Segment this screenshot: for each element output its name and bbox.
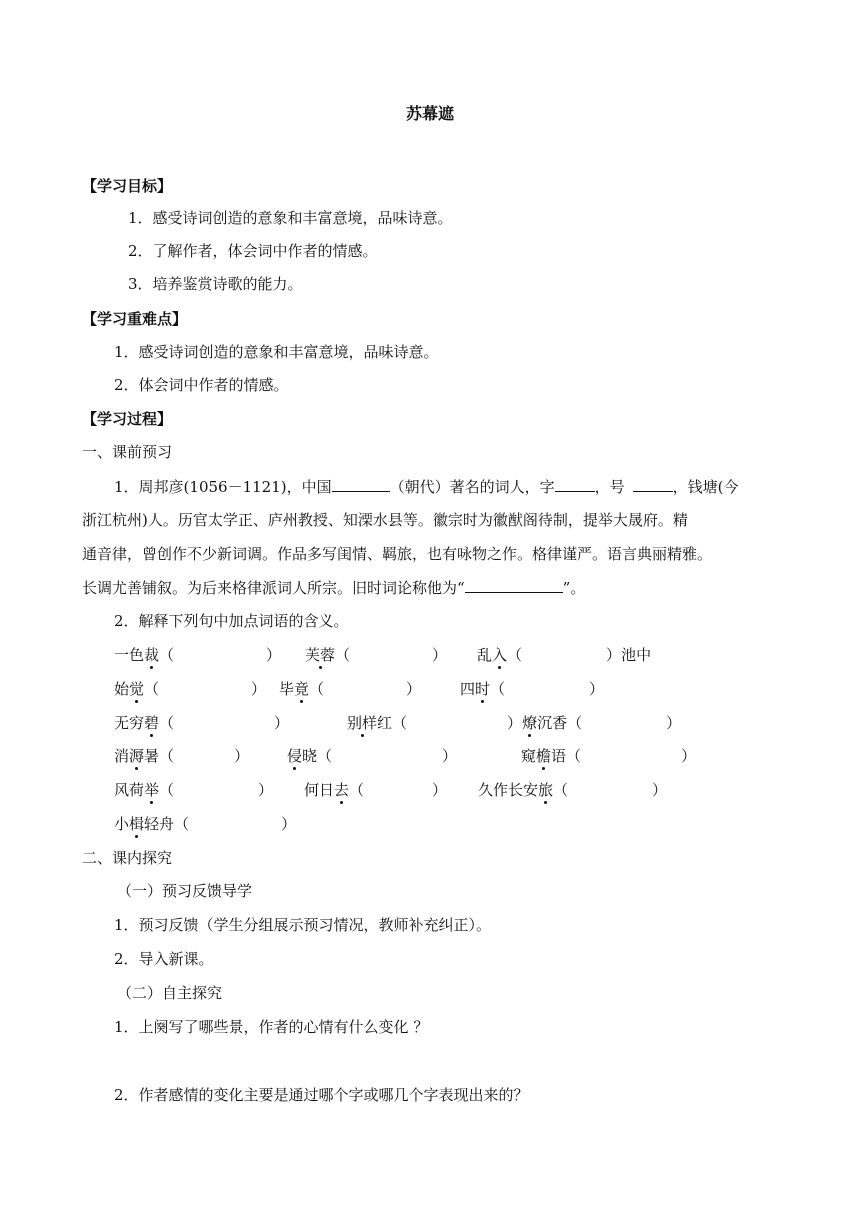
term-liaochenxiang: 燎沉香 [522,714,568,732]
nickname-blank[interactable] [465,577,563,593]
answer-paren[interactable]: （ ） [309,680,422,698]
term-fengheju-group [114,780,273,800]
term-qinxiao: 侵晓 [287,747,318,765]
q1-text-1: 1．周邦彦(1056－1121)，中国 [114,478,332,496]
answer-paren[interactable]: （ ） [159,747,250,765]
answer-paren[interactable]: （ ） [335,646,448,664]
term-kuiyanyu-group [521,746,696,766]
term-heriqu-group [304,780,447,800]
term-xiaorushu: 消溽暑 [114,747,160,765]
term-wuqiongbi: 无穷碧 [114,714,160,732]
term-luanru: 乱入 [477,646,508,664]
term-shijue-group [114,679,266,699]
answer-paren[interactable]: （ ） [144,680,267,698]
term-row-1 [114,645,281,665]
q1-line-3: 通音律，曾创作不少新词调。作品多写闺情、羁旅，也有咏物之作。格律谨严。语言典丽精雅。 [82,545,713,563]
term-bijing: 毕竟 [279,680,310,698]
term-luanru-group [477,645,651,665]
term-shijue: 始觉 [114,680,145,698]
objectives-heading: 【学习目标】 [82,177,173,195]
q1-text-2: （朝代）著名的词人，字 [389,478,555,496]
q1-text-4: ，钱塘(今 [672,478,739,496]
process-heading: 【学习过程】 [82,410,173,428]
term-xiaoji: 小楫轻舟 [114,815,175,833]
q1-line-1 [114,476,739,497]
answer-paren[interactable]: （ ） [349,781,448,799]
objective-item-2: 2．了解作者，体会词中作者的情感。 [128,242,378,260]
answer-paren[interactable]: （ ） [566,747,697,765]
q1-line-2: 浙江杭州)人。历官太学正、庐州教授、知溧水县等。徽宗时为徽猷阁待制，提举大晟府。精 [82,511,688,529]
term-heriqu: 何日去 [304,781,350,799]
term-sishi-group [460,679,604,699]
term-furong-group [305,645,447,665]
term-luanru-after: 池中 [621,646,652,664]
term-bieyanghong: 别样红 [347,714,393,732]
answer-paren[interactable]: （ ） [174,815,297,833]
sub2-item-1: 1．上阕写了哪些景，作者的心情有什么变化 ？ [114,1018,429,1036]
term-wuqiongbi-group [114,713,289,733]
answer-paren[interactable]: （ ） [159,646,282,664]
q1-line-4-text: 长调尤善铺叙。为后来格律派词人所宗。旧时词论称他为“ [82,579,465,597]
sub2-item-2: 2．作者感情的变化主要是通过哪个字或哪几个字表现出来的？ [114,1086,529,1104]
objective-item-1: 1．感受诗词创造的意象和丰富意境，品味诗意。 [128,209,453,227]
dynasty-blank[interactable] [332,476,390,492]
answer-paren[interactable]: （ ） [553,781,668,799]
key-points-heading: 【学习重难点】 [82,310,188,328]
courtesy-name-blank[interactable] [555,476,595,492]
q1-line-4-end: ”。 [562,579,586,597]
answer-paren[interactable]: （ ） [507,646,622,664]
answer-paren[interactable]: （ ） [490,680,605,698]
sub1-item-2: 2．导入新课。 [114,950,214,968]
term-bijing-group [279,679,421,699]
term-kuiyanyu: 窥檐语 [521,747,567,765]
term-xiaorushu-group [114,746,249,766]
term-jiuzuo-group [478,780,667,800]
term-xiaoji-group [114,814,296,834]
part1-heading: 一、课前预习 [82,443,173,461]
sub1-item-1: 1．预习反馈（学生分组展示预习情况，教师补充纠正）。 [114,916,492,934]
art-name-blank[interactable] [633,476,673,492]
term-bieyanghong-group [347,713,681,733]
answer-paren[interactable]: （ ） [159,714,290,732]
sub2-heading: （二）自主探究 [117,984,223,1002]
part2-heading: 二、课内探究 [82,849,173,867]
page-title: 苏幕遮 [405,104,454,123]
term-sishi: 四时 [460,680,491,698]
term-furong: 芙蓉 [305,646,336,664]
answer-paren[interactable]: （ ） [159,781,274,799]
term-qinxiao-group [287,746,457,766]
q1-line-4 [82,577,585,598]
key-point-item-1: 1．感受诗词创造的意象和丰富意境，品味诗意。 [114,343,439,361]
objective-item-3: 3．培养鉴赏诗歌的能力。 [128,275,303,293]
answer-paren[interactable]: （ ） [392,714,523,732]
term-yisecai: 一色裁 [114,646,160,664]
key-point-item-2: 2．体会词中作者的情感。 [114,376,289,394]
answer-paren[interactable]: （ ） [567,714,682,732]
sub1-heading: （一）预习反馈导学 [117,882,253,900]
term-fengheju: 风荷举 [114,781,160,799]
q1-text-3: ，号 [594,478,625,496]
answer-paren[interactable]: （ ） [317,747,458,765]
term-jiuzuo: 久作长安旅 [478,781,554,799]
q2-intro: 2．解释下列句中加点词语的含义。 [114,612,349,630]
